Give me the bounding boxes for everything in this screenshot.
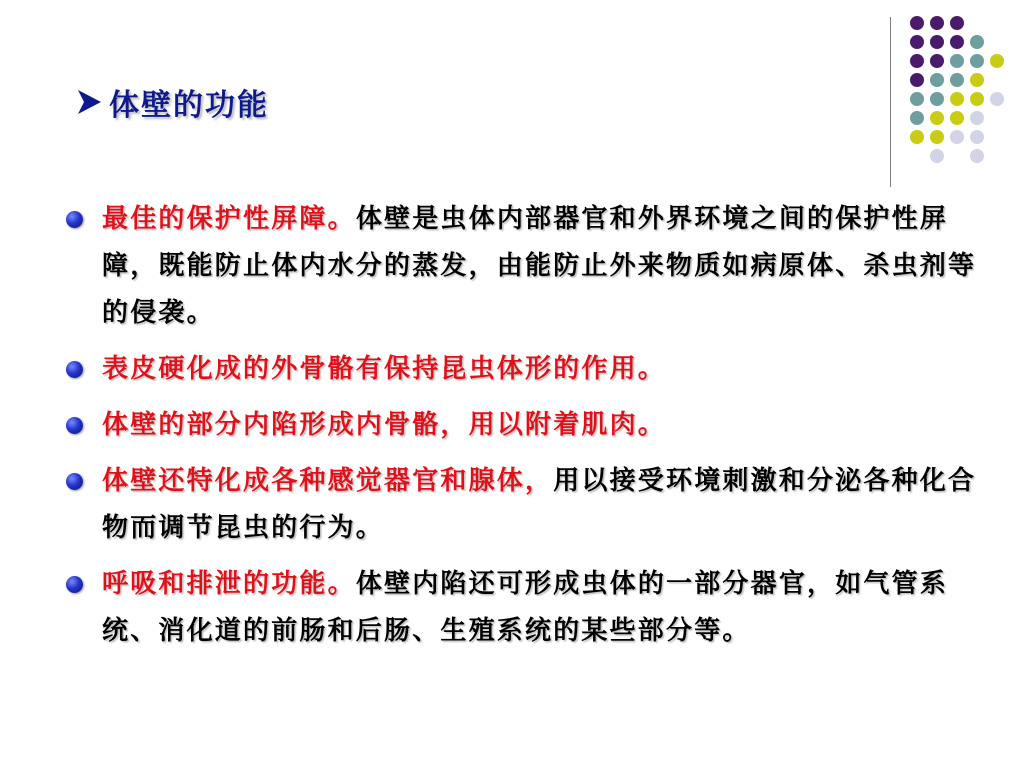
bullet-highlight-text: 体壁还特化成各种感觉器官和腺体， [102, 466, 554, 496]
decorative-dot [930, 35, 944, 49]
arrow-right-icon [75, 87, 103, 117]
decorative-dot [950, 111, 964, 125]
decorative-dot [910, 130, 924, 144]
decorative-dot [910, 92, 924, 106]
decorative-dot [970, 130, 984, 144]
bullet-dot-icon [66, 473, 83, 490]
bullet-item [58, 346, 978, 393]
decorative-dot [950, 92, 964, 106]
slide-title [75, 80, 269, 124]
bullet-list [58, 196, 978, 664]
decorative-dot [970, 54, 984, 68]
decorative-dot [950, 130, 964, 144]
bullet-body-text: 体壁是虫体内部器官和外界环境之间的保护性屏障，既能防止体内水分的蒸发，由能防止外来物质如病原体、杀虫剂等的侵袭。 [102, 204, 977, 328]
decorative-dot [910, 73, 924, 87]
bullet-dot-icon [66, 361, 83, 378]
decorative-dot [950, 16, 964, 30]
dot-grid-group [910, 16, 1004, 163]
bullet-body-text: 用以接受环境刺激和分泌各种化合物而调节昆虫的行为。 [102, 466, 977, 543]
bullet-item [58, 402, 978, 449]
decorative-dot [950, 54, 964, 68]
decorative-dot [930, 111, 944, 125]
vertical-divider-line [890, 17, 891, 187]
bullet-body-text: 体壁内陷还可形成虫体的一部分器官，如气管系统、消化道的前肠和后肠、生殖系统的某些部分等。 [102, 569, 949, 646]
bullet-highlight-text: 表皮硬化成的外骨骼有保持昆虫体形的作用。 [102, 354, 667, 384]
title-text: 体壁的功能 [109, 88, 269, 123]
decorative-dot [930, 149, 944, 163]
decorative-dot [930, 16, 944, 30]
decorative-dot [950, 73, 964, 87]
decorative-dot [930, 92, 944, 106]
decorative-dot [970, 35, 984, 49]
bullet-highlight-text: 体壁的部分内陷形成内骨骼，用以附着肌肉。 [102, 410, 667, 440]
decorative-dot [970, 92, 984, 106]
bullet-dot-icon [66, 211, 83, 228]
decorative-dot [990, 92, 1004, 106]
decorative-dot [990, 54, 1004, 68]
bullet-item [58, 196, 978, 337]
decorative-dot [970, 111, 984, 125]
decorative-dot [910, 111, 924, 125]
bullet-dot-icon [66, 417, 83, 434]
decorative-dot [930, 130, 944, 144]
decorative-dot [910, 54, 924, 68]
decorative-dot [930, 73, 944, 87]
bullet-item [58, 561, 978, 655]
decorative-dot [930, 54, 944, 68]
bullet-highlight-text: 呼吸和排泄的功能。 [102, 569, 356, 599]
decorative-dot [950, 35, 964, 49]
bullet-item [58, 458, 978, 552]
decorative-dot [910, 35, 924, 49]
bullet-highlight-text: 最佳的保护性屏障。 [102, 204, 356, 234]
decorative-dot [970, 149, 984, 163]
decorative-dot [970, 73, 984, 87]
decorative-dot [910, 16, 924, 30]
bullet-dot-icon [66, 576, 83, 593]
